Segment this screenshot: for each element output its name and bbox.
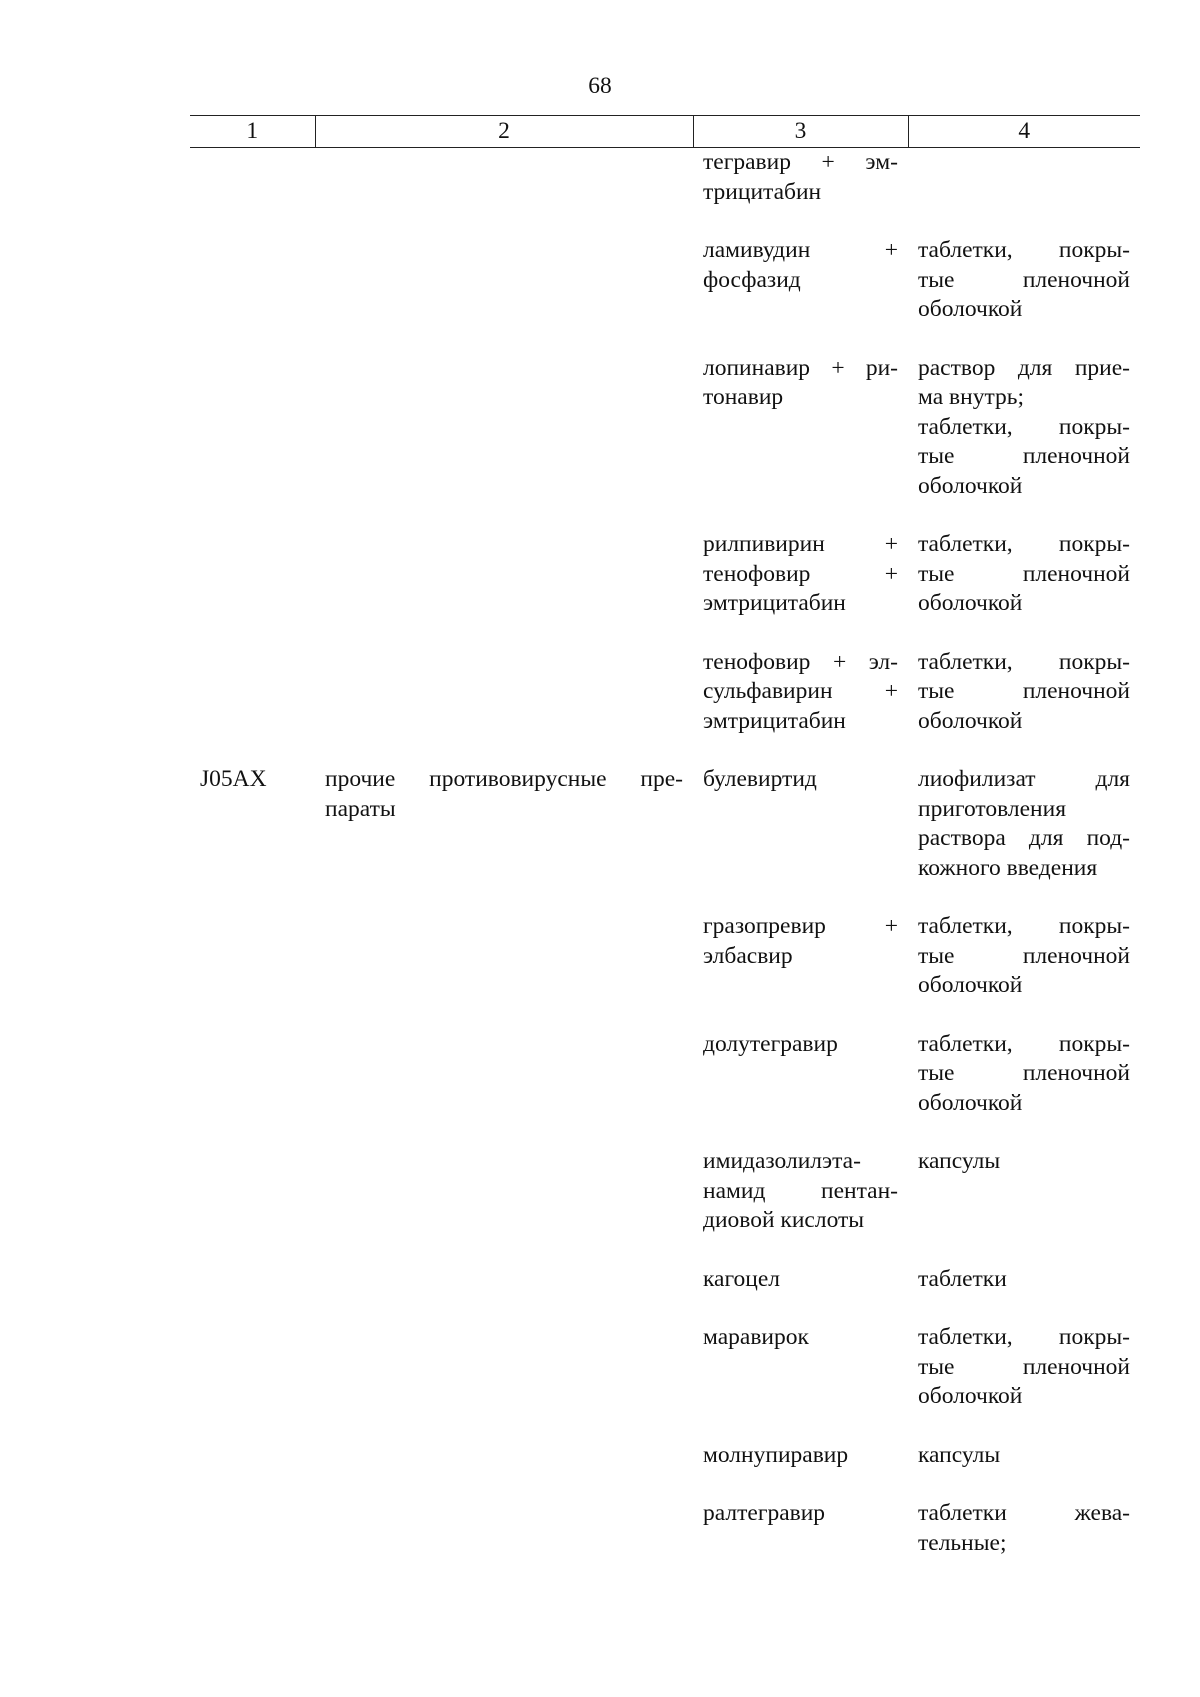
- drug-cell-line: тенофовир + эл-: [703, 648, 898, 675]
- form-cell: [908, 1265, 1140, 1324]
- drug-cell: [693, 1441, 908, 1500]
- drug-cell-line: элбасвир: [703, 942, 793, 969]
- atc-code-cell: J05AX: [200, 766, 267, 792]
- table-row: [190, 765, 1140, 912]
- table-row: [190, 354, 1140, 531]
- drug-table: [190, 115, 1140, 1587]
- form-cell: [908, 912, 1140, 1030]
- form-cell-line: оболочкой: [918, 972, 1023, 998]
- atc-code-cell: [190, 1323, 315, 1441]
- group-cell: [315, 1499, 693, 1587]
- table-header: [190, 116, 1140, 148]
- form-cell-line: раствор для прие-: [918, 354, 1130, 381]
- form-cell-line: таблетки, покры-: [918, 913, 1130, 939]
- drug-cell-line: молнупиравир: [703, 1441, 849, 1468]
- form-cell-line: таблетки, покры-: [918, 237, 1130, 263]
- form-cell-line: кожного введения: [918, 854, 1098, 881]
- atc-code-cell: [190, 148, 315, 237]
- table-row: [190, 1147, 1140, 1265]
- drug-cell: [693, 1030, 908, 1148]
- form-cell-line: таблетки, покры-: [918, 413, 1130, 440]
- drug-cell-line: долутегравир: [703, 1030, 838, 1057]
- group-cell-line: прочие противовирусные пре-: [325, 766, 683, 792]
- form-cell-line: оболочкой: [918, 707, 1023, 734]
- form-cell-line: таблетки, покры-: [918, 648, 1130, 675]
- form-cell-line: ма внутрь;: [918, 384, 1024, 410]
- form-cell-line: таблетки: [918, 1265, 1007, 1292]
- drug-cell: [693, 1265, 908, 1324]
- drug-cell: [693, 1499, 908, 1587]
- drug-cell-line: намид пентан-: [703, 1177, 898, 1204]
- form-cell-line: таблетки, покры-: [918, 531, 1130, 557]
- form-cell: [908, 1499, 1140, 1587]
- drug-cell: [693, 148, 908, 237]
- atc-code-cell: [190, 912, 315, 1030]
- form-cell: [908, 354, 1140, 531]
- table-row: [190, 148, 1140, 237]
- form-cell: [908, 236, 1140, 354]
- form-cell-line: оболочкой: [918, 1089, 1023, 1116]
- drug-cell-line: рилпивирин +: [703, 531, 898, 557]
- form-cell-line: оболочкой: [918, 472, 1023, 499]
- form-cell: [908, 1147, 1140, 1265]
- atc-code-cell: [190, 648, 315, 766]
- drug-cell-line: трицитабин: [703, 178, 822, 205]
- drug-cell: [693, 648, 908, 766]
- group-cell: [315, 1323, 693, 1441]
- drug-cell: [693, 236, 908, 354]
- drug-cell-line: ламивудин +: [703, 237, 898, 263]
- table-row: [190, 1030, 1140, 1148]
- drug-cell-line: тонавир: [703, 384, 784, 410]
- form-cell-line: приготовления: [918, 795, 1067, 822]
- form-cell-line: оболочкой: [918, 1383, 1023, 1409]
- drug-cell-line: гразопревир +: [703, 913, 898, 939]
- form-cell: [908, 530, 1140, 648]
- drug-cell: [693, 530, 908, 648]
- form-cell-line: оболочкой: [918, 296, 1023, 322]
- drug-cell: [693, 354, 908, 531]
- table-row: [190, 530, 1140, 648]
- form-cell-line: капсулы: [918, 1441, 1001, 1468]
- drug-cell: [693, 912, 908, 1030]
- form-cell: [908, 648, 1140, 766]
- form-cell: [908, 1323, 1140, 1441]
- atc-code-cell: [190, 1265, 315, 1324]
- drug-cell-line: булевиртид: [703, 766, 817, 792]
- table-row: [190, 236, 1140, 354]
- atc-code-cell: [190, 1147, 315, 1265]
- table-row: [190, 648, 1140, 766]
- table-row: [190, 1441, 1140, 1500]
- drug-cell: [693, 1147, 908, 1265]
- drug-cell-line: эмтрицитабин: [703, 590, 846, 616]
- drug-cell-line: диовой кислоты: [703, 1207, 865, 1233]
- header-col-2: 2: [315, 116, 693, 148]
- form-cell-line: раствора для под-: [918, 825, 1130, 851]
- atc-code-cell: [190, 530, 315, 648]
- group-cell: [315, 1441, 693, 1500]
- drug-cell: [693, 1323, 908, 1441]
- group-cell: [315, 148, 693, 237]
- drug-cell-line: сульфавирин +: [703, 678, 898, 704]
- form-cell-line: таблетки, покры-: [918, 1324, 1130, 1350]
- group-cell: [315, 354, 693, 531]
- drug-cell-line: фосфазид: [703, 266, 801, 293]
- form-cell-line: тые пленочной: [918, 678, 1130, 704]
- group-cell: [315, 1147, 693, 1265]
- group-cell: [315, 236, 693, 354]
- table-row: [190, 1499, 1140, 1587]
- group-cell: [315, 530, 693, 648]
- header-col-1: 1: [190, 116, 315, 148]
- table-body: [190, 148, 1140, 1588]
- group-cell: [315, 1265, 693, 1324]
- drug-cell: [693, 765, 908, 912]
- form-cell-line: тые пленочной: [918, 942, 1130, 969]
- group-cell-line: параты: [325, 795, 396, 822]
- form-cell: [908, 148, 1140, 237]
- atc-code-cell: [190, 1499, 315, 1587]
- atc-code-cell: [190, 1441, 315, 1500]
- drug-cell-line: тенофовир +: [703, 560, 898, 587]
- form-cell-line: таблетки жева-: [918, 1500, 1130, 1526]
- drug-cell-line: имидазолилэта-: [703, 1148, 861, 1174]
- group-cell: [315, 912, 693, 1030]
- form-cell-line: таблетки, покры-: [918, 1030, 1130, 1057]
- header-col-3: 3: [693, 116, 908, 148]
- form-cell-line: тые пленочной: [918, 1060, 1130, 1086]
- atc-code-cell: [190, 1030, 315, 1148]
- form-cell: [908, 1030, 1140, 1148]
- form-cell-line: лиофилизат для: [918, 766, 1130, 792]
- atc-code-cell: [190, 236, 315, 354]
- form-cell-line: тые пленочной: [918, 443, 1130, 469]
- form-cell-line: тые пленочной: [918, 560, 1130, 587]
- drug-cell-line: маравирок: [703, 1324, 809, 1350]
- drug-cell-line: кагоцел: [703, 1265, 781, 1292]
- page-number: 68: [588, 73, 612, 99]
- group-cell: [315, 648, 693, 766]
- header-row: [190, 116, 1140, 148]
- form-cell-line: тые пленочной: [918, 1353, 1130, 1380]
- drug-cell-line: лопинавир + ри-: [703, 354, 898, 381]
- atc-code-cell: [190, 354, 315, 531]
- table-row: [190, 912, 1140, 1030]
- form-cell: [908, 1441, 1140, 1500]
- form-cell-line: тые пленочной: [918, 266, 1130, 293]
- form-cell-line: капсулы: [918, 1148, 1001, 1174]
- group-cell: [315, 1030, 693, 1148]
- drug-cell-line: эмтрицитабин: [703, 707, 846, 734]
- table-row: [190, 1265, 1140, 1324]
- form-cell: [908, 765, 1140, 912]
- form-cell-line: оболочкой: [918, 590, 1023, 616]
- header-col-4: 4: [908, 116, 1140, 148]
- table-row: [190, 1323, 1140, 1441]
- drug-cell-line: тегравир + эм-: [703, 149, 898, 175]
- group-cell: [315, 765, 693, 912]
- form-cell-line: тельные;: [918, 1529, 1007, 1556]
- drug-cell-line: ралтегравир: [703, 1500, 826, 1526]
